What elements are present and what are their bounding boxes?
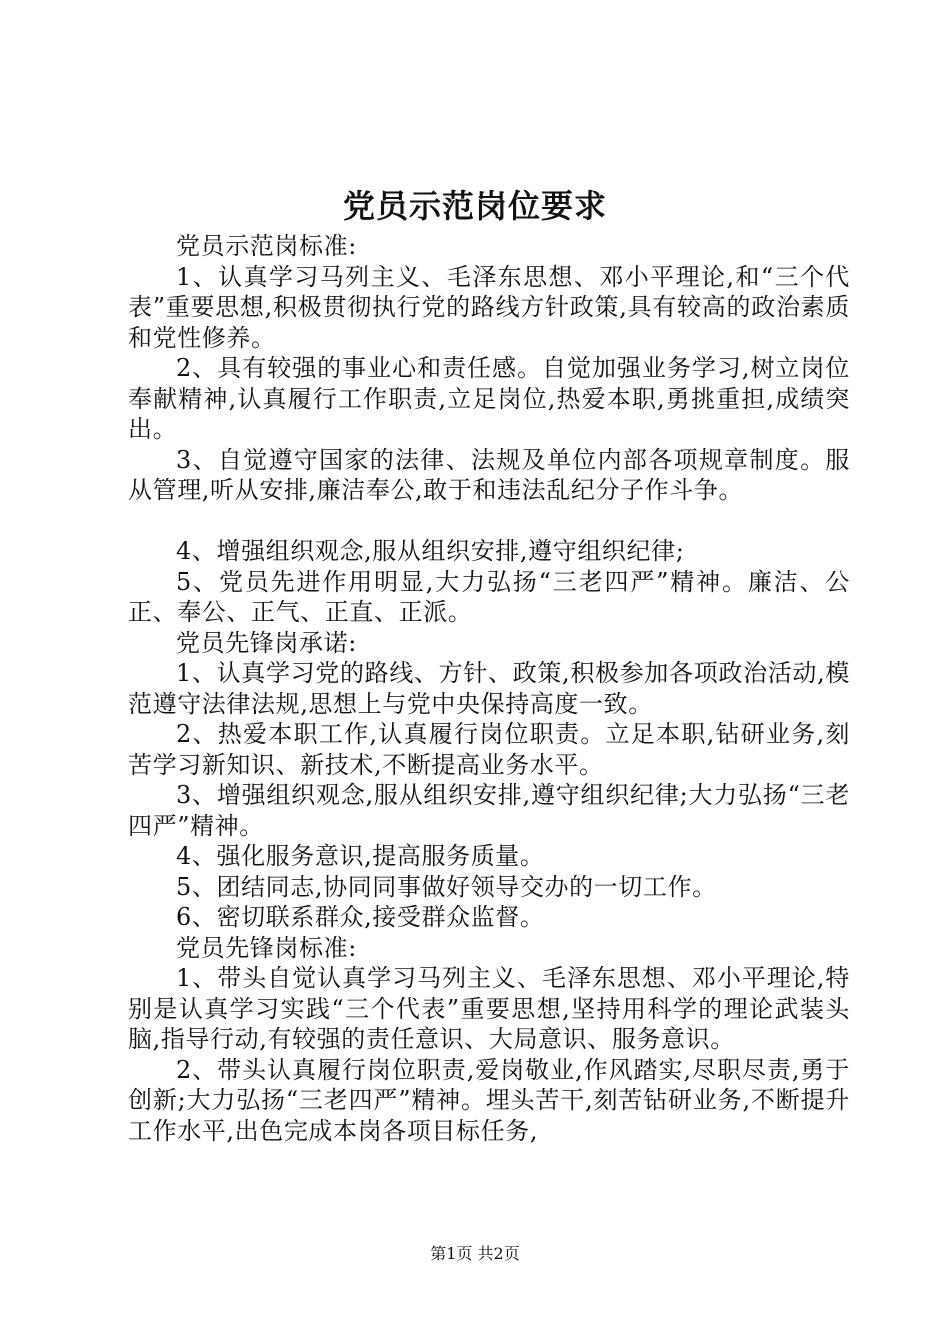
paragraph: 3、增强组织观念,服从组织安排,遵守组织纪律;大力弘扬“三老四严”精神。: [128, 781, 850, 840]
paragraph: 5、党员先进作用明显,大力弘扬“三老四严”精神。廉洁、公正、奉公、正气、正直、正派。: [128, 567, 850, 626]
paragraph: 4、增强组织观念,服从组织安排,遵守组织纪律;: [176, 537, 685, 565]
paragraph: 2、具有较强的事业心和责任感。自觉加强业务学习,树立岗位奉献精神,认真履行工作职责,立足岗位,热爱本职,勇挑重担,成绩突出。: [128, 354, 850, 443]
paragraph-section-heading: 党员先锋岗标准:: [176, 933, 357, 962]
page-footer: [0, 1243, 950, 1265]
paragraph: 3、自觉遵守国家的法律、法规及单位内部各项规章制度。服从管理,听从安排,廉洁奉公,敢于和违法乱纪分子作斗争。: [128, 445, 850, 504]
paragraph: 4、强化服务意识,提高服务质量。: [176, 842, 545, 870]
document-body: [128, 231, 850, 1146]
paragraph: 5、团结同志,协同同事做好领导交办的一切工作。: [176, 872, 717, 901]
blank-line: [128, 506, 850, 537]
paragraph-section-heading: 党员先锋岗承诺:: [176, 628, 357, 657]
paragraph: 2、带头认真履行岗位职责,爱岗敬业,作风踏实,尽职尽责,勇于创新;大力弘扬“三老四严”精神。埋头苦干,刻苦钻研业务,不断提升工作水平,出色完成本岗各项目标任务,: [128, 1055, 850, 1145]
paragraph: 1、认真学习党的路线、方针、政策,积极参加各项政治活动,模范遵守法律法规,思想上与党中央保持高度一致。: [128, 659, 850, 718]
paragraph: 1、认真学习马列主义、毛泽东思想、邓小平理论,和“三个代表”重要思想,积极贯彻执行党的路线方针政策,具有较高的政治素质和党性修养。: [128, 262, 850, 352]
paragraph-section-heading: 党员示范岗标准:: [176, 232, 357, 260]
paragraph: 2、热爱本职工作,认真履行岗位职责。立足本职,钻研业务,刻苦学习新知识、新技术,不断提高业务水平。: [128, 720, 850, 779]
document-title: 党员示范岗位要求: [342, 187, 607, 225]
paragraph: 6、密切联系群众,接受群众监督。: [176, 903, 545, 931]
page-number: 第1页 共2页: [430, 1244, 520, 1263]
paragraph: 1、带头自觉认真学习马列主义、毛泽东思想、邓小平理论,特别是认真学习实践“三个代表”重要思想,坚持用科学的理论武装头脑,指导行动,有较强的责任意识、大局意识、服务意识。: [128, 964, 850, 1053]
